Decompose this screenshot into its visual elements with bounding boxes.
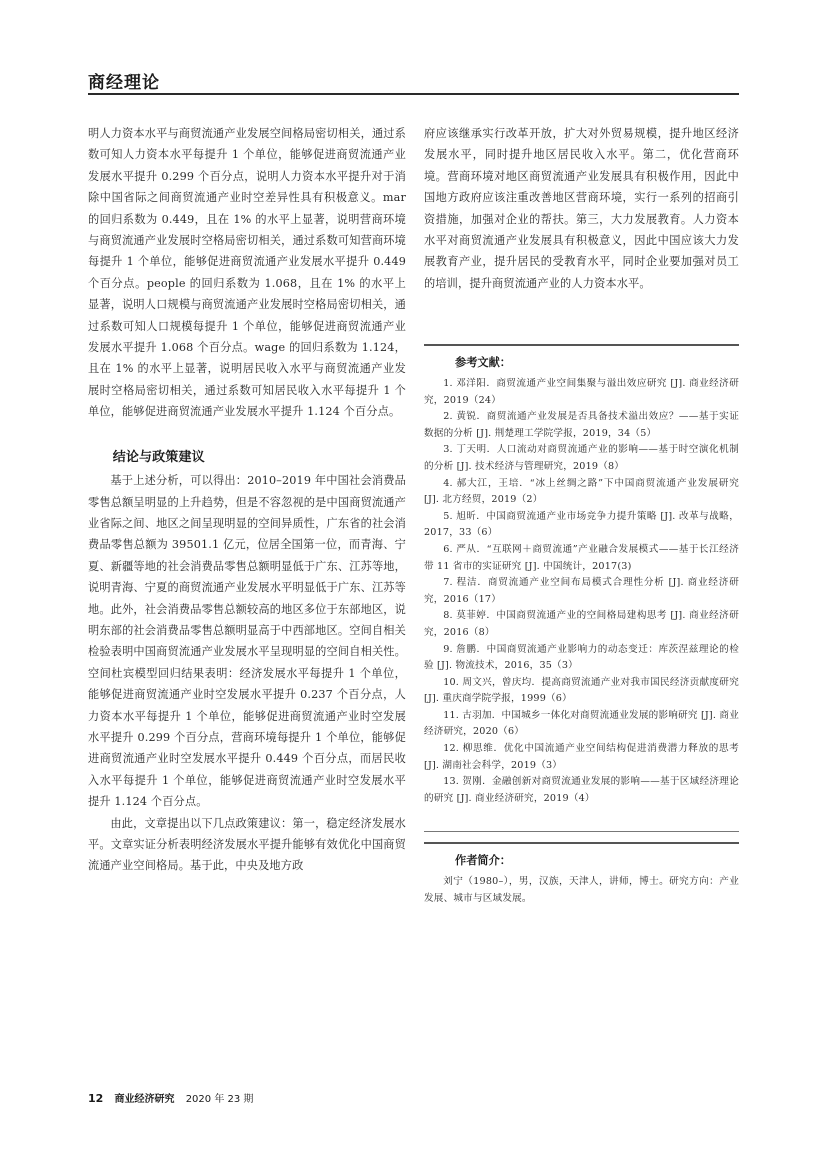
reference-item: 10. 周文兴，曾庆均．提高商贸流通产业对我市国民经济贡献度研究 [J]. 重庆商学院学报，1999（6） <box>424 676 739 705</box>
reference-item: 11. 古羽加．中国城乡一体化对商贸流通业发展的影响研究 [J]. 商业经济研究，2020（6） <box>424 709 739 738</box>
reference-item: 12. 柳思维．优化中国流通产业空间结构促进消费潜力释放的思考 [J]. 湖南社会科学，2019（3） <box>424 743 739 771</box>
author-bio-box <box>424 842 739 907</box>
references-title: 参考文献： <box>455 356 511 369</box>
reference-item: 4. 郝大江，王培．“冰上丝绸之路”下中国商贸流通产业发展研究 [J]. 北方经贸，2019（2） <box>424 477 739 506</box>
reference-item: 1. 邓洋阳．商贸流通产业空间集聚与溢出效应研究 [J]. 商业经济研究，2019（24） <box>424 378 739 406</box>
left-column <box>88 123 406 877</box>
reference-item: 6. 严从．“互联网＋商贸流通”产业融合发展模式——基于长江经济带 11 省市的实证研究 [J]. 中国统计，2017(3) <box>424 543 739 572</box>
reference-item: 5. 旭昕．中国商贸流通产业市场竞争力提升策略 [J]. 改革与战略，2017，33（6） <box>424 510 739 539</box>
reference-item: 9. 詹鹏．中国商贸流通产业影响力的动态变迁：库茨涅兹理论的检验 [J]. 物流技术，2016，35（3） <box>424 643 739 672</box>
section-heading-conclusion: 结论与政策建议 <box>112 449 205 465</box>
references-bottom-rule <box>424 831 739 832</box>
right-column <box>424 123 739 294</box>
page-footer <box>88 1090 253 1105</box>
page-number: 12 <box>88 1092 104 1105</box>
reference-item: 8. 莫菲婷．中国商贸流通产业的空间格局建构思考 [J]. 商业经济研究，2016（8） <box>424 610 739 638</box>
header-divider <box>88 93 739 95</box>
section-header-title: 商经理论 <box>88 73 160 93</box>
author-bio-title: 作者简介： <box>455 854 511 867</box>
reference-item: 13. 贺刚．金融创新对商贸流通业发展的影响——基于区域经济理论的研究 [J]. 商业经济研究，2019（4） <box>424 776 739 804</box>
references-box <box>424 344 739 807</box>
references-list <box>424 376 739 807</box>
author-bio-text: 刘宁（1980–），男，汉族，天津人，讲师，博士。研究方向：产业发展、城市与区域发展。 <box>424 876 739 904</box>
reference-item: 7. 程洁．商贸流通产业空间布局模式合理性分析 [J]. 商业经济研究，2016（17） <box>424 577 739 605</box>
body-paragraph: 基于上述分析，可以得出：2010–2019 年中国社会消费品零售总额呈明显的上升趋势，但是不容忽视的是中国商贸流通产业省际之间、地区之间呈现明显的空间异质性，广东省的社会消费品零售总额为 39501.1 亿元，位居全国第一位，而青海、宁夏、新疆等地的社会消费品零售总额明显低于广东、江苏等地，说明青海、宁夏的商贸流通产业发展水平明显低于广东、江苏等地。此外，社会消费品零售总额较高的地区多位于东部地区，说明东部的社会消费品零售总额明显高于中西部地区。空间自相关检验表明中国商贸流通产业发展水平呈现明显的空间自相关性。空间杜宾模型回归结果表明：经济发展水平每提升 1 个单位，能够促进商贸流通产业时空发展水平提升 0.237 个百分点，人力资本水平每提升 1 个单位，能够促进商贸流通产业时空发展水平提升 0.299 个百分点，营商环境每提升 1 个单位，能够促进商贸流通产业时空发展水平提升 0.449 个百分点，而居民收入水平每提升 1 个单位，能够促进商贸流通产业时空发展水平提升 1.124 个百分点。 <box>88 474 406 809</box>
journal-name: 商业经济研究 <box>114 1094 175 1105</box>
body-paragraph: 明人力资本水平与商贸流通产业发展空间格局密切相关，通过系数可知人力资本水平每提升 1 个单位，能够促进商贸流通产业发展水平提升 0.299 个百分点，说明人力资本水平提升对于消除中国省际之间商贸流通产业时空差异性具有积极意义。mar 的回归系数为 0.449，且在 1% 的水平上显著，说明营商环境与商贸流通产业发展时空格局密切相关，通过系数可知营商环境每提升 1 个单位，能够促进商贸流通产业发展水平提升 0.449 个百分点。people 的回归系数为 1.068，且在 1% 的水平上显著，说明人口规模与商贸流通产业发展时空格局密切相关，通过系数可知人口规模每提升 1 个单位，能够促进商贸流通产业发展水平提升 1.068 个百分点。wage 的回归系数为 1.124，且在 1% 的水平上显著，说明居民收入水平与商贸流通产业发展时空格局密切相关，通过系数可知居民收入水平每提升 1 个单位，能够促进商贸流通产业发展水平提升 1.124 个百分点。 <box>88 127 406 419</box>
body-paragraph: 府应该继承实行改革开放，扩大对外贸易规模，提升地区经济发展水平，同时提升地区居民收入水平。第二，优化营商环境。营商环境对地区商贸流通产业发展具有积极作用，因此中国地方政府应该注重改善地区营商环境，实行一系列的招商引资措施，加强对企业的帮扶。第三，大力发展教育。人力资本水平对商贸流通产业发展具有积极意义，因此中国应该大力发展教育产业，提升居民的受教育水平，同时企业要加强对员工的培训，提升商贸流通产业的人力资本水平。 <box>424 127 739 290</box>
issue-label: 2020 年 23 期 <box>185 1094 254 1105</box>
reference-item: 2. 黄锐．商贸流通产业发展是否具备技术溢出效应？——基于实证数据的分析 [J]. 荆楚理工学院学报，2019，34（5） <box>424 411 739 439</box>
body-paragraph: 由此，文章提出以下几点政策建议：第一，稳定经济发展水平。文章实证分析表明经济发展水平提升能够有效优化中国商贸流通产业空间格局。基于此，中央及地方政 <box>88 816 406 873</box>
reference-item: 3. 丁天明．人口流动对商贸流通产业的影响——基于时空演化机制的分析 [J]. 技术经济与管理研究，2019（8） <box>424 444 739 472</box>
